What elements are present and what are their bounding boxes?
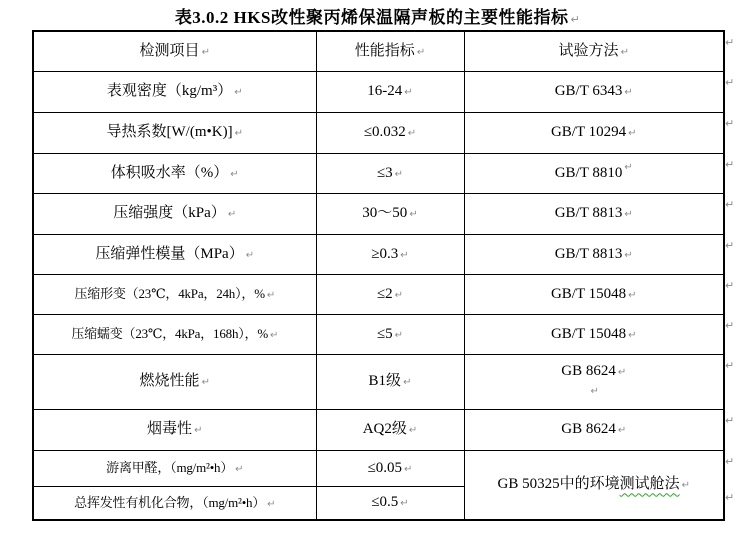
cell-content (468, 362, 721, 381)
table-cell (464, 354, 724, 409)
table-row (33, 314, 724, 354)
paragraph-mark-icon: ↵ (266, 289, 276, 301)
cell-text: 检测项目 (139, 42, 200, 59)
cell-text: GB 50325中的环境 (497, 476, 620, 493)
paragraph-mark-icon: ↵ (394, 329, 404, 341)
cell-content (320, 285, 461, 304)
row-end-paragraph-mark-icon: ↵ (725, 36, 735, 49)
paragraph-mark-icon: ↵ (617, 425, 627, 437)
table-cell (316, 234, 464, 274)
cell-content (468, 42, 721, 61)
paragraph-mark-icon: ↵ (407, 128, 417, 140)
table-cell (316, 450, 464, 486)
cell-text: AQ2级 (362, 421, 407, 438)
cell-text: 游离甲醛，（mg/m²•h） (106, 459, 234, 475)
table-cell (33, 153, 316, 193)
cell-text: 燃烧性能 (139, 373, 200, 390)
cell-text: 压缩形变（23℃，4kPa，24h），% (74, 285, 265, 301)
table-cell (464, 71, 724, 112)
table-cell (316, 71, 464, 112)
cell-text: ≤0.05 (367, 459, 403, 476)
paragraph-mark-icon: ↵ (400, 498, 409, 510)
cell-content (37, 245, 313, 264)
paragraph-mark-icon: ↵ (590, 386, 599, 398)
row-end-paragraph-mark-icon: ↵ (725, 414, 735, 427)
paragraph-mark-icon: ↵ (201, 46, 210, 58)
header-cell (33, 31, 316, 71)
table-row (33, 234, 724, 274)
paragraph-mark-icon: ↵ (194, 425, 203, 437)
paragraph-mark-icon: ↵ (617, 366, 627, 378)
spellcheck-underlined-text: 测试舱法 (619, 476, 680, 493)
cell-content (320, 420, 461, 439)
table-cell (316, 354, 464, 409)
table-row (33, 450, 724, 486)
cell-text: GB/T 10294 (550, 124, 627, 141)
cell-text: 压缩蠕变（23℃，4kPa，168h），% (71, 325, 268, 341)
table-row (33, 193, 724, 234)
row-end-paragraph-mark-icon: ↵ (725, 359, 735, 372)
cell-content (468, 475, 721, 494)
table-title-text: 表3.0.2 HKS改性聚丙烯保温隔声板的主要性能指标 (174, 8, 569, 27)
cell-text: GB/T 15048 (550, 325, 627, 342)
cell-content (468, 204, 721, 223)
paragraph-mark-icon: ↵ (624, 209, 633, 221)
table-cell (316, 274, 464, 314)
cell-content (37, 372, 313, 391)
paragraph-mark-icon: ↵ (267, 498, 276, 510)
cell-text: GB/T 8813 (554, 245, 623, 262)
paragraph-mark-icon: ↵ (624, 161, 633, 173)
header-cell (316, 31, 464, 71)
cell-content (37, 495, 313, 512)
paragraph-mark-icon: ↵ (628, 128, 637, 140)
cell-text: 试验方法 (558, 42, 619, 59)
table-cell (464, 314, 724, 354)
table-cell (464, 153, 724, 193)
table-header-row (33, 31, 724, 71)
paragraph-mark-icon: ↵ (681, 480, 690, 492)
cell-text: GB 8624 (561, 421, 616, 438)
row-end-paragraph-mark-icon: ↵ (725, 455, 735, 468)
cell-text: B1级 (368, 373, 402, 390)
cell-text: 16-24 (367, 83, 403, 100)
row-end-paragraph-mark-icon: ↵ (725, 76, 735, 89)
cell-content (320, 204, 461, 223)
table-cell (316, 112, 464, 153)
table-row (33, 71, 724, 112)
cell-content (468, 420, 721, 439)
cell-text: GB/T 6343 (554, 83, 623, 100)
cell-content (37, 42, 313, 61)
cell-text: 性能指标 (354, 42, 415, 59)
paragraph-mark-icon: ↵ (409, 209, 418, 221)
cell-content (468, 245, 721, 264)
paragraph-mark-icon: ↵ (394, 168, 404, 180)
table-row (33, 409, 724, 450)
paragraph-mark-icon: ↵ (234, 128, 243, 140)
cell-content (320, 82, 461, 101)
cell-text: GB/T 8810 (554, 164, 623, 181)
table-cell (33, 274, 316, 314)
cell-content (320, 325, 461, 344)
cell-text: GB/T 8813 (554, 205, 623, 222)
table-cell (464, 112, 724, 153)
cell-content (320, 372, 461, 391)
cell-text: ≤0.5 (371, 494, 399, 511)
table-cell (33, 354, 316, 409)
paragraph-mark-icon: ↵ (404, 87, 413, 99)
paragraph-mark-icon: ↵ (269, 329, 279, 341)
cell-content (37, 164, 313, 183)
row-end-paragraph-mark-icon: ↵ (725, 117, 735, 130)
row-end-paragraph-mark-icon: ↵ (725, 158, 735, 171)
cell-content (468, 285, 721, 304)
paragraph-mark-icon: ↵ (201, 377, 210, 389)
cell-content (37, 123, 313, 142)
cell-text: 压缩强度（kPa） (113, 205, 226, 222)
paragraph-mark-icon: ↵ (624, 87, 633, 99)
cell-text: 总挥发性有机化合物，（mg/m²•h） (74, 494, 266, 510)
row-end-paragraph-mark-icon: ↵ (725, 198, 735, 211)
table-cell (33, 193, 316, 234)
cell-content (468, 325, 721, 344)
paragraph-mark-icon: ↵ (628, 289, 637, 301)
table-row (33, 354, 724, 409)
cell-content (37, 204, 313, 223)
cell-text: ≤0.032 (363, 124, 406, 141)
cell-content (468, 123, 721, 142)
table-cell (33, 234, 316, 274)
paragraph-mark-icon: ↵ (235, 463, 244, 475)
cell-content (37, 326, 313, 343)
paragraph-mark-icon: ↵ (404, 463, 413, 475)
cell-content (320, 459, 461, 478)
cell-content (37, 286, 313, 303)
table-row (33, 274, 724, 314)
cell-text: ≤5 (376, 325, 393, 342)
cell-text: ≥0.3 (371, 245, 399, 262)
cell-text: 烟毒性 (147, 421, 193, 438)
cell-content (320, 493, 461, 512)
cell-content (37, 420, 313, 439)
cell-content (468, 161, 721, 183)
paragraph-mark-icon: ↵ (624, 249, 633, 261)
paragraph-mark-icon: ↵ (245, 249, 255, 261)
cell-text: ≤3 (376, 164, 393, 181)
cell-content (37, 460, 313, 477)
row-end-paragraph-mark-icon: ↵ (725, 491, 735, 504)
table-cell (316, 409, 464, 450)
table-cell (464, 450, 724, 520)
empty-paragraph-line (468, 380, 721, 401)
cell-text: 导热系数[W/(m•K)] (106, 124, 233, 141)
table-cell (33, 486, 316, 520)
cell-text: ≤2 (376, 285, 393, 302)
cell-text: GB/T 15048 (550, 285, 627, 302)
cell-content (320, 164, 461, 183)
table-cell (33, 409, 316, 450)
cell-content (320, 42, 461, 61)
table-row (33, 153, 724, 193)
paragraph-mark-icon: ↵ (416, 46, 426, 58)
table-cell (316, 314, 464, 354)
table-cell (33, 112, 316, 153)
paragraph-mark-icon: ↵ (234, 87, 243, 99)
table-cell (464, 193, 724, 234)
paragraph-mark-icon: ↵ (227, 209, 237, 221)
table-cell (464, 274, 724, 314)
table-cell (33, 71, 316, 112)
cell-content (37, 82, 313, 101)
cell-content (320, 123, 461, 142)
cell-text: 30～50 (362, 205, 408, 222)
paragraph-mark-icon: ↵ (408, 425, 418, 437)
row-end-paragraph-mark-icon: ↵ (725, 239, 735, 252)
row-end-paragraph-mark-icon: ↵ (725, 279, 735, 292)
paragraph-mark-icon: ↵ (628, 329, 637, 341)
cell-text: 体积吸水率（%） (110, 164, 229, 181)
cell-text: 表观密度（kg/m³） (106, 83, 233, 100)
cell-content (320, 245, 461, 264)
table-cell (316, 153, 464, 193)
paragraph-mark-icon: ↵ (570, 13, 581, 26)
table-row (33, 112, 724, 153)
paragraph-mark-icon: ↵ (403, 377, 412, 389)
performance-spec-table (32, 30, 725, 521)
cell-content (468, 82, 721, 101)
cell-text: GB 8624 (561, 362, 616, 379)
table-title (32, 3, 723, 28)
table-cell (464, 409, 724, 450)
table-cell (316, 486, 464, 520)
paragraph-mark-icon: ↵ (400, 249, 409, 261)
table-cell (33, 450, 316, 486)
header-cell (464, 31, 724, 71)
table-cell (464, 234, 724, 274)
cell-text: 压缩弹性模量（MPa） (95, 245, 244, 262)
paragraph-mark-icon: ↵ (620, 46, 629, 58)
paragraph-mark-icon: ↵ (394, 289, 404, 301)
table-cell (33, 314, 316, 354)
row-end-paragraph-mark-icon: ↵ (725, 319, 735, 332)
paragraph-mark-icon: ↵ (230, 168, 239, 180)
table-cell (316, 193, 464, 234)
